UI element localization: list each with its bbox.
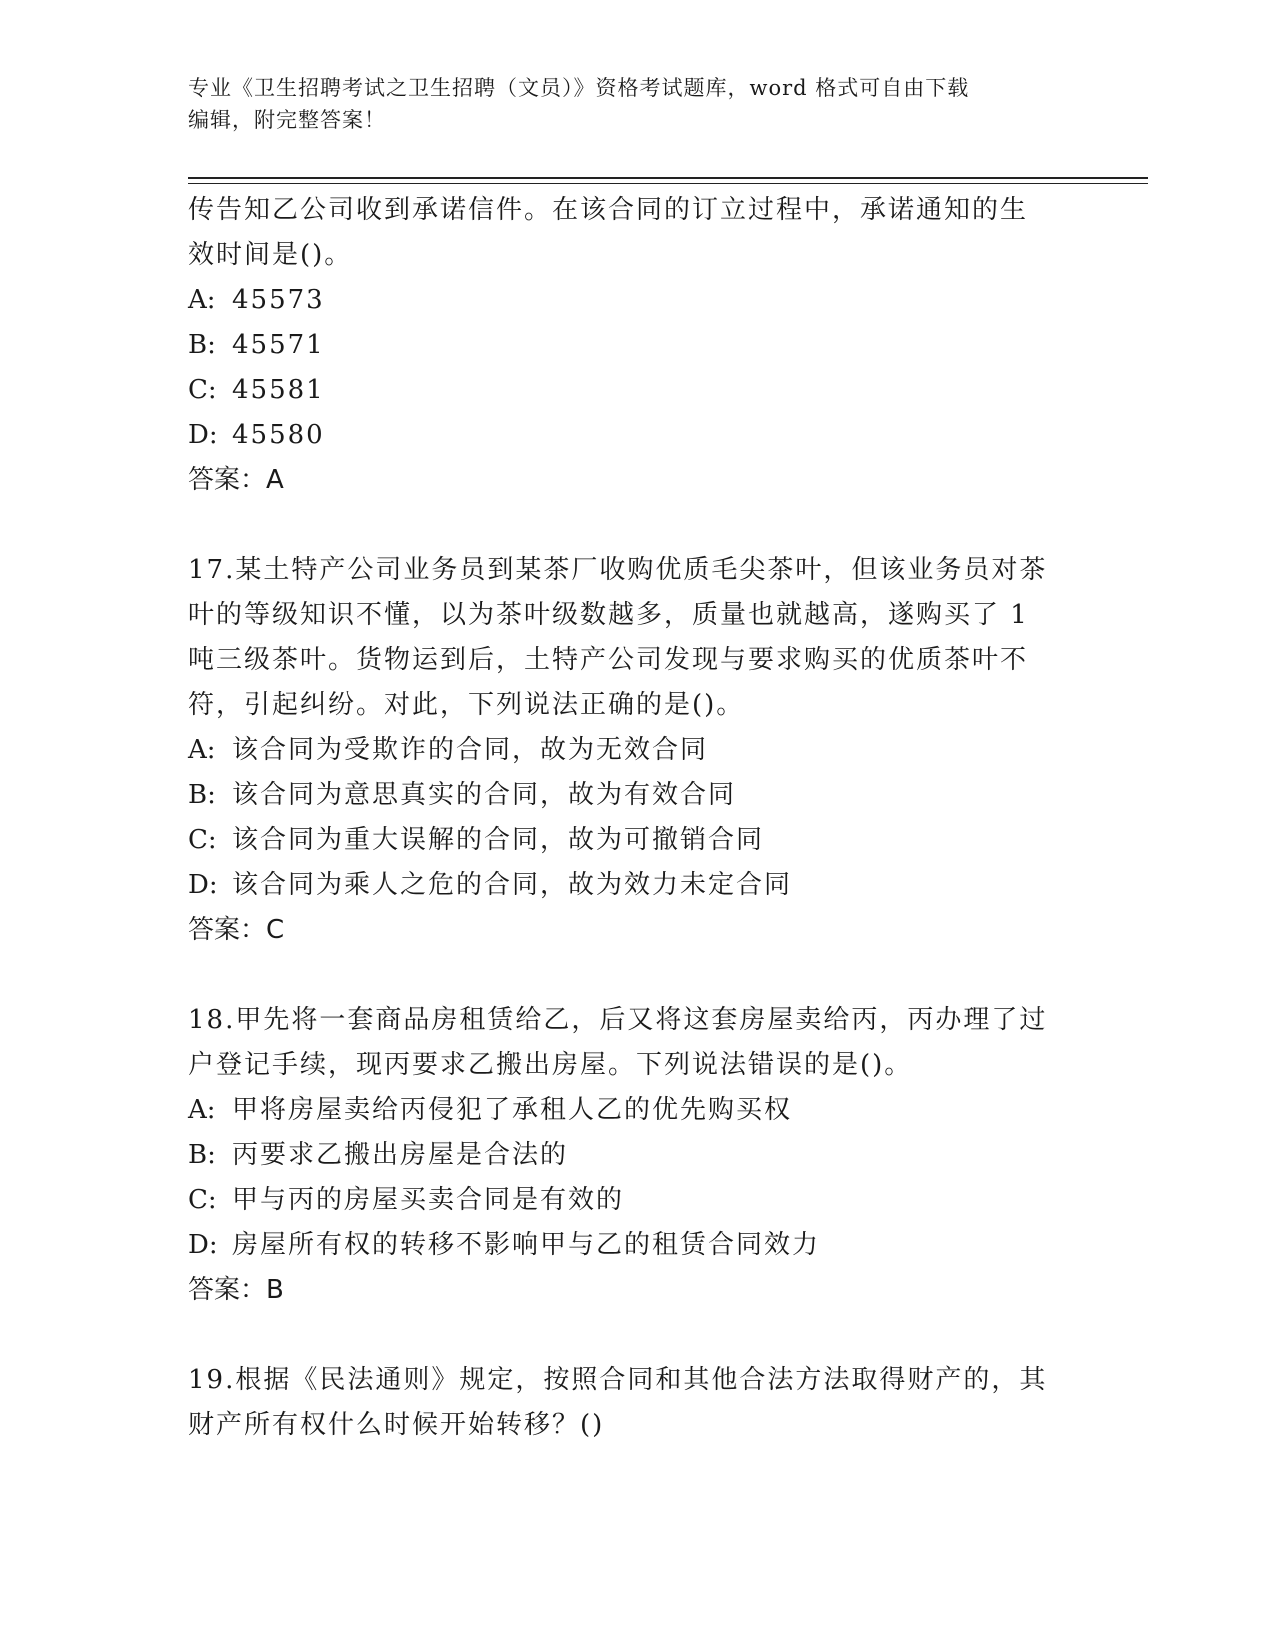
question-list	[188, 188, 1088, 1448]
question-text-line: 吨三级茶叶。货物运到后，土特产公司发现与要求购买的优质茶叶不	[188, 645, 1029, 675]
question-text-line: 户登记手续，现丙要求乙搬出房屋。下列说法错误的是()。	[188, 1050, 913, 1080]
option-label: D:	[188, 420, 218, 450]
option-a	[188, 1088, 1088, 1133]
option-text: 丙要求乙搬出房屋是合法的	[232, 1140, 569, 1170]
question-text-line: 叶的等级知识不懂，以为茶叶级数越多，质量也就越高，遂购买了 1	[188, 600, 1029, 630]
question-text-line: 效时间是()。	[188, 240, 353, 270]
option-b	[188, 323, 1088, 368]
option-d	[188, 863, 1088, 908]
question-text-line: 17.某土特产公司业务员到某茶厂收购优质毛尖茶叶，但该业务员对茶	[188, 555, 1048, 585]
question-text-line: 财产所有权什么时候开始转移？()	[188, 1410, 605, 1440]
option-text: 该合同为重大误解的合同，故为可撤销合同	[232, 825, 765, 855]
option-c	[188, 368, 1088, 413]
option-label: C:	[188, 825, 217, 855]
question-text-line: 符，引起纠纷。对此，下列说法正确的是()。	[188, 690, 745, 720]
option-label: C:	[188, 1185, 217, 1215]
option-a	[188, 278, 1088, 323]
option-label: B:	[188, 780, 216, 810]
option-text: 该合同为受欺诈的合同，故为无效合同	[232, 735, 709, 765]
header-divider-thin	[188, 183, 1148, 184]
option-text: 甲将房屋卖给丙侵犯了承租人乙的优先购买权	[232, 1095, 793, 1125]
option-d	[188, 1223, 1088, 1268]
option-c	[188, 818, 1088, 863]
header-divider-thick	[188, 177, 1148, 179]
option-label: B:	[188, 1140, 216, 1170]
option-label: C:	[188, 375, 217, 405]
option-text: 45581	[232, 375, 325, 405]
header-line-1: 专业《卫生招聘考试之卫生招聘（文员）》资格考试题库，word 格式可自由下载	[188, 76, 970, 100]
answer: 答案：B	[188, 1275, 284, 1305]
option-text: 45571	[232, 330, 325, 360]
answer: 答案：A	[188, 465, 284, 495]
option-b	[188, 773, 1088, 818]
option-a	[188, 728, 1088, 773]
option-text: 45573	[232, 285, 325, 315]
question-text-line: 19.根据《民法通则》规定，按照合同和其他合法方法取得财产的，其	[188, 1365, 1048, 1395]
option-d	[188, 413, 1088, 458]
option-text: 45580	[232, 420, 325, 450]
option-label: D:	[188, 1230, 218, 1260]
question-text-line: 18.甲先将一套商品房租赁给乙，后又将这套房屋卖给丙，丙办理了过	[188, 1005, 1048, 1035]
option-text: 该合同为意思真实的合同，故为有效合同	[232, 780, 737, 810]
option-c	[188, 1178, 1088, 1223]
spacer	[188, 953, 1088, 998]
option-b	[188, 1133, 1088, 1178]
option-label: D:	[188, 870, 218, 900]
option-text: 房屋所有权的转移不影响甲与乙的租赁合同效力	[232, 1230, 821, 1260]
spacer	[188, 1313, 1088, 1358]
header-line-2: 编辑，附完整答案！	[188, 108, 386, 132]
option-label: A:	[188, 285, 216, 315]
option-label: B:	[188, 330, 216, 360]
question-19	[188, 1358, 1088, 1448]
question-17	[188, 548, 1088, 953]
option-label: A:	[188, 735, 216, 765]
question-18	[188, 998, 1088, 1313]
option-label: A:	[188, 1095, 216, 1125]
document-header	[188, 72, 1088, 136]
answer: 答案：C	[188, 915, 285, 945]
question-16	[188, 188, 1088, 503]
question-text-line: 传告知乙公司收到承诺信件。在该合同的订立过程中，承诺通知的生	[188, 195, 1029, 225]
spacer	[188, 503, 1088, 548]
option-text: 该合同为乘人之危的合同，故为效力未定合同	[232, 870, 793, 900]
option-text: 甲与丙的房屋买卖合同是有效的	[232, 1185, 625, 1215]
